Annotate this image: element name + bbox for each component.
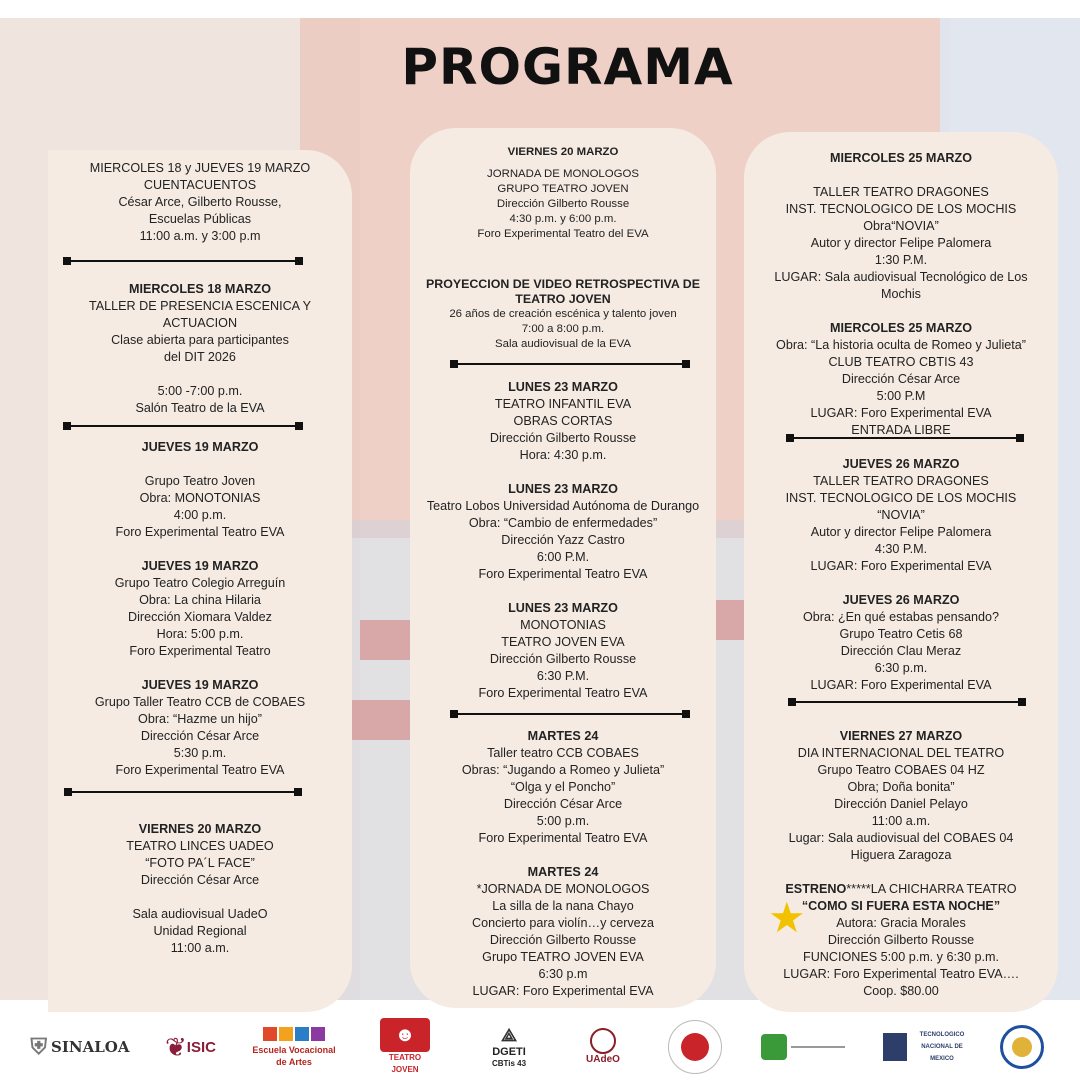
cobaes-logo	[758, 1018, 848, 1076]
event-line: CLUB TEATRO CBTIS 43	[828, 355, 974, 369]
event-line: Higuera Zaragoza	[850, 848, 952, 862]
event-block	[744, 728, 1058, 864]
event-line: Unidad Regional	[153, 924, 247, 938]
event-line: ESTRENO*****LA CHICHARRA TEATRO	[785, 882, 1017, 896]
event-heading: MIERCOLES 18 MARZO	[128, 282, 272, 296]
event-line: Foro Experimental Teatro EVA	[115, 763, 285, 777]
event-line: Obra: MONOTONIAS	[139, 491, 261, 505]
divider	[788, 437, 1022, 439]
event-line: Sala audiovisual UadeO	[132, 907, 268, 921]
event-line: TEATRO JOVEN EVA	[501, 635, 625, 649]
event-block	[48, 677, 352, 779]
event-block	[48, 160, 352, 245]
event-line: TEATRO INFANTIL EVA	[494, 397, 632, 411]
event-line: LUGAR: Foro Experimental EVA	[810, 559, 992, 573]
event-line: 5:00 P.M	[876, 389, 926, 403]
event-heading: LUNES 23 MARZO	[508, 482, 618, 496]
event-line: Grupo Teatro Colegio Arreguín	[114, 576, 286, 590]
event-line: 26 años de creación escénica y talento joven	[449, 308, 677, 320]
event-heading: TEATRO JOVEN	[515, 292, 611, 306]
schedule-column-1	[48, 150, 352, 1012]
event-line: Hora: 5:00 p.m.	[156, 627, 244, 641]
event-line: Coop. $80.00	[863, 984, 939, 998]
event-line: Grupo Taller Teatro CCB de COBAES	[94, 695, 306, 709]
event-line: LUGAR: Foro Experimental EVA	[472, 984, 654, 998]
event-line: Obra“NOVIA”	[863, 219, 939, 233]
event-line: ACTUACION	[162, 316, 238, 330]
event-line: 4:30 P.M.	[874, 542, 928, 556]
event-line: 4:00 p.m.	[173, 508, 227, 522]
event-line: Autora: Gracia Morales	[836, 916, 966, 930]
event-line: Concierto para violín…y cerveza	[472, 916, 654, 930]
event-heading: JUEVES 19 MARZO	[141, 559, 259, 573]
event-line: MONOTONIAS	[520, 618, 606, 632]
divider	[66, 791, 300, 793]
event-line: Dirección Daniel Pelayo	[834, 797, 968, 811]
event-line: Taller teatro CCB COBAES	[487, 746, 639, 760]
sponsor-logos	[0, 1018, 1080, 1080]
event-line: 5:00 -7:00 p.m.	[157, 384, 243, 398]
event-line: 11:00 a.m.	[170, 941, 230, 955]
event-block	[48, 821, 352, 957]
event-block	[410, 481, 716, 583]
tecnm-logo: TECNOLOGICO NACIONAL DE MEXICO	[880, 1018, 976, 1076]
star-icon: ★	[768, 894, 806, 941]
event-line: LUGAR: Foro Experimental EVA	[810, 678, 992, 692]
event-line: César Arce, Gilberto Rousse,	[118, 195, 282, 209]
event-block	[48, 439, 352, 541]
event-line: LUGAR: Foro Experimental Teatro EVA….	[783, 967, 1019, 981]
event-line: Foro Experimental Teatro EVA	[115, 525, 285, 539]
event-line: Foro Experimental Teatro EVA	[478, 831, 648, 845]
event-line: La silla de la nana Chayo	[492, 899, 634, 913]
event-line: Autor y director Felipe Palomera	[810, 236, 992, 250]
event-line: 1:30 P.M.	[874, 253, 928, 267]
event-line: “FOTO PA´L FACE”	[145, 856, 255, 870]
event-line: 4:30 p.m. y 6:00 p.m.	[509, 213, 617, 225]
event-block	[410, 379, 716, 464]
event-block	[410, 728, 716, 847]
event-line: JORNADA DE MONOLOGOS	[487, 168, 639, 180]
event-block	[410, 145, 716, 242]
event-line: Obras: “Jugando a Romeo y Julieta”	[461, 763, 665, 777]
sinaloa-logo: ⛨ SINALOA	[30, 1034, 130, 1059]
schedule-column-3	[744, 132, 1058, 1012]
event-line: Dirección César Arce	[140, 873, 260, 887]
event-line: Obra: “Cambio de enfermedades”	[468, 516, 658, 530]
event-line: “Olga y el Poncho”	[510, 780, 616, 794]
event-line: Dirección Gilberto Rousse	[827, 933, 975, 947]
anniversary-seal-logo	[996, 1018, 1048, 1076]
event-line: del DIT 2026	[164, 350, 236, 364]
event-heading: JUEVES 19 MARZO	[141, 678, 259, 692]
event-line: CUENTACUENTOS	[143, 178, 257, 192]
event-line: Dirección Xiomara Valdez	[128, 610, 272, 624]
event-line: OBRAS CORTAS	[513, 414, 613, 428]
event-line: 6:00 P.M.	[536, 550, 590, 564]
event-line: Grupo Teatro Cetis 68	[839, 627, 963, 641]
event-line: Dirección Clau Meraz	[840, 644, 962, 658]
eva-logo: Escuela Vocacional de Artes	[252, 1018, 336, 1076]
event-line: ENTRADA LIBRE	[851, 423, 951, 437]
event-heading: PROYECCION DE VIDEO RETROSPECTIVA DE	[425, 277, 700, 291]
event-heading: MARTES 24	[527, 865, 599, 879]
event-line: TEATRO LINCES UADEO	[126, 839, 274, 853]
event-line: TALLER TEATRO DRAGONES	[813, 474, 989, 488]
event-block	[410, 277, 716, 352]
teatro-joven-logo: ☻ TEATRO JOVEN	[376, 1018, 434, 1076]
schedule-column-2	[410, 128, 716, 1008]
event-heading: VIERNES 20 MARZO	[138, 822, 262, 836]
dgeti-logo: ⟁ DGETI CBTis 43	[491, 1024, 527, 1068]
event-line: Salón Teatro de la EVA	[135, 401, 265, 415]
university-seal-logo	[666, 1018, 724, 1076]
event-heading: MIERCOLES 25 MARZO	[829, 321, 973, 335]
divider	[790, 701, 1024, 703]
event-line: Lugar: Sala audiovisual del COBAES 04	[788, 831, 1014, 845]
divider	[65, 425, 301, 427]
event-line: LUGAR: Foro Experimental EVA	[810, 406, 992, 420]
event-line: “NOVIA”	[877, 508, 925, 522]
event-line: 6:30 p.m.	[874, 661, 928, 675]
event-heading: VIERNES 20 MARZO	[507, 146, 619, 158]
event-line: Autor y director Felipe Palomera	[810, 525, 992, 539]
event-block	[410, 864, 716, 1000]
event-line: Dirección Gilberto Rousse	[496, 198, 630, 210]
event-heading: JUEVES 26 MARZO	[842, 457, 960, 471]
event-line: 5:00 p.m.	[536, 814, 590, 828]
event-line: 11:00 a.m.	[871, 814, 931, 828]
event-block	[48, 281, 352, 417]
event-line: Foro Experimental Teatro EVA	[478, 567, 648, 581]
event-line: Obra; Doña bonita”	[847, 780, 955, 794]
event-block	[410, 600, 716, 702]
event-line: 5:30 p.m.	[173, 746, 227, 760]
event-heading: MARTES 24	[527, 729, 599, 743]
event-line: Foro Experimental Teatro	[129, 644, 271, 658]
divider	[452, 363, 688, 365]
event-line: DIA INTERNACIONAL DEL TEATRO	[797, 746, 1005, 760]
event-line: Grupo Teatro COBAES 04 HZ	[817, 763, 985, 777]
event-line: LUGAR: Sala audiovisual Tecnológico de Los	[774, 270, 1028, 284]
event-block	[744, 320, 1058, 439]
event-line: Dirección César Arce	[503, 797, 623, 811]
event-line: *JORNADA DE MONOLOGOS	[476, 882, 650, 896]
event-line: TALLER TEATRO DRAGONES	[813, 185, 989, 199]
event-heading: JUEVES 19 MARZO	[141, 440, 259, 454]
event-block	[744, 150, 1058, 303]
event-line: TALLER DE PRESENCIA ESCENICA Y	[88, 299, 312, 313]
event-line: Hora: 4:30 p.m.	[519, 448, 607, 462]
event-line: Dirección Yazz Castro	[501, 533, 625, 547]
event-line: Dirección César Arce	[841, 372, 961, 386]
divider	[65, 260, 301, 262]
event-line: Obra: “Hazme un hijo”	[138, 712, 262, 726]
isic-logo: ❦ ISIC	[165, 1031, 216, 1062]
event-heading: LUNES 23 MARZO	[508, 601, 618, 615]
event-line: MIERCOLES 18 y JUEVES 19 MARZO	[89, 161, 311, 175]
event-line: Dirección Gilberto Rousse	[489, 652, 637, 666]
event-line: Teatro Lobos Universidad Autónoma de Durango	[426, 499, 700, 513]
event-heading: MIERCOLES 25 MARZO	[829, 151, 973, 165]
event-heading: JUEVES 26 MARZO	[842, 593, 960, 607]
event-line: Clase abierta para participantes	[111, 333, 289, 347]
event-line: 6:30 P.M.	[536, 669, 590, 683]
event-line: INST. TECNOLOGICO DE LOS MOCHIS	[785, 202, 1017, 216]
event-line: 11:00 a.m. y 3:00 p.m	[139, 229, 261, 243]
event-heading: VIERNES 27 MARZO	[839, 729, 963, 743]
event-line: INST. TECNOLOGICO DE LOS MOCHIS	[785, 491, 1017, 505]
event-block	[744, 592, 1058, 694]
event-line: 6:30 p.m	[538, 967, 588, 981]
event-line: Sala audiovisual de la EVA	[495, 338, 631, 350]
event-line: Dirección César Arce	[140, 729, 260, 743]
event-line: Dirección Gilberto Rousse	[489, 431, 637, 445]
event-line: GRUPO TEATRO JOVEN	[497, 183, 629, 195]
event-heading: LUNES 23 MARZO	[508, 380, 618, 394]
event-line: Dirección Gilberto Rousse	[489, 933, 637, 947]
event-line: Obra: La china Hilaria	[139, 593, 261, 607]
event-line: Foro Experimental Teatro EVA	[478, 686, 648, 700]
page-title: PROGRAMA	[401, 38, 734, 96]
event-line: Grupo Teatro Joven	[144, 474, 256, 488]
event-line: Obra: ¿En qué estabas pensando?	[802, 610, 1000, 624]
event-line: Mochis	[881, 287, 921, 301]
event-block	[744, 456, 1058, 575]
divider	[452, 713, 688, 715]
uadeo-logo: UAdeO	[580, 1018, 626, 1076]
event-line: FUNCIONES 5:00 p.m. y 6:30 p.m.	[803, 950, 999, 964]
event-block	[48, 558, 352, 660]
event-line: 7:00 a 8:00 p.m.	[521, 323, 605, 335]
event-line: Foro Experimental Teatro del EVA	[477, 228, 649, 240]
event-line: Escuelas Públicas	[148, 212, 252, 226]
event-heading: “COMO SI FUERA ESTA NOCHE”	[801, 899, 1001, 913]
event-line: Grupo TEATRO JOVEN EVA	[482, 950, 644, 964]
event-line: Obra: “La historia oculta de Romeo y Julieta”	[776, 338, 1026, 352]
